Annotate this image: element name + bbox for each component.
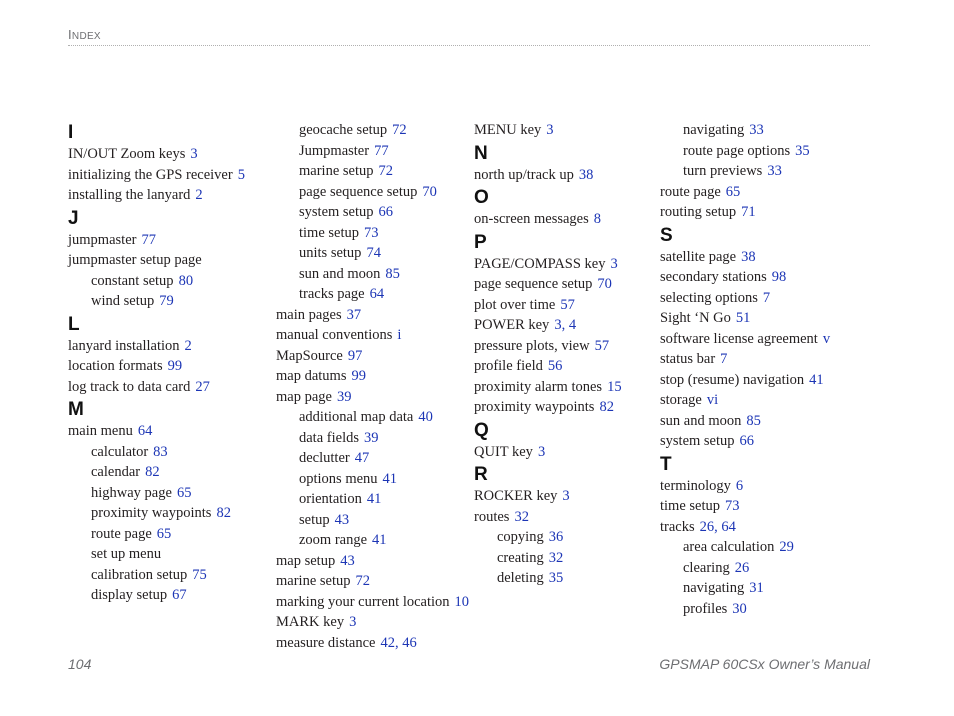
index-entry <box>276 387 476 408</box>
index-subentry <box>474 548 674 569</box>
index-subentry <box>660 161 860 182</box>
index-subentry <box>276 161 476 182</box>
index-subentry <box>68 291 268 312</box>
index-subentry <box>474 568 674 589</box>
entry-term: main pages <box>276 306 342 323</box>
page-reference-link[interactable]: 65 <box>725 183 741 200</box>
index-subentry <box>68 565 268 586</box>
index-subentry <box>276 120 476 141</box>
page-reference-link[interactable]: 75 <box>192 566 207 583</box>
header-divider <box>68 45 870 46</box>
index-letter-heading: S <box>660 224 673 246</box>
page-reference-link[interactable]: 32 <box>514 508 529 525</box>
index-entry <box>68 250 268 271</box>
entry-term: map setup <box>276 552 336 569</box>
page-reference-link[interactable]: 72 <box>378 163 393 179</box>
index-entry <box>660 267 860 288</box>
index-entry <box>276 612 476 633</box>
entry-term: IN/OUT Zoom keys <box>68 146 186 162</box>
index-entry <box>660 349 860 370</box>
entry-term: lanyard installation <box>68 337 180 354</box>
index-letter-heading: O <box>474 187 489 208</box>
entry-term: proximity waypoints <box>474 399 595 415</box>
index-subentry <box>660 120 860 141</box>
entry-term: tracks <box>660 518 695 535</box>
entry-term: marine setup <box>276 573 351 589</box>
page-reference-link[interactable]: 64 <box>137 423 153 439</box>
page-reference-link[interactable]: 72 <box>355 573 370 589</box>
entry-term: PAGE/COMPASS key <box>474 255 606 272</box>
index-column-3 <box>474 120 674 589</box>
entry-term: calendar <box>91 464 141 480</box>
entry-term: MARK key <box>276 614 345 630</box>
entry-term: geocache setup <box>299 122 388 138</box>
index-entry <box>276 325 476 346</box>
index-entry <box>660 431 860 452</box>
index-subentry <box>660 599 860 620</box>
index-subentry <box>660 578 860 599</box>
index-subentry <box>276 141 476 162</box>
page-reference-link[interactable]: 31 <box>749 580 764 596</box>
entry-term: software license agreement <box>660 330 818 347</box>
entry-term: pressure plots, view <box>474 337 590 354</box>
index-subentry <box>660 537 860 558</box>
index-subentry <box>68 544 268 565</box>
index-letter-heading: P <box>474 231 487 253</box>
page-reference-link[interactable]: 99 <box>351 368 366 384</box>
page-reference-link[interactable]: 33 <box>749 122 764 138</box>
page-reference-link[interactable]: 3 <box>562 488 570 504</box>
page-reference-link[interactable]: 79 <box>159 293 174 309</box>
entry-term: options menu <box>299 470 378 487</box>
entry-term: system setup <box>660 433 735 449</box>
page-reference-link[interactable]: 66 <box>739 433 755 449</box>
index-column-4 <box>660 120 860 619</box>
page-reference-link[interactable]: 64 <box>369 286 385 302</box>
entry-term: map page <box>276 388 332 405</box>
index-entry <box>474 165 674 186</box>
index-entry <box>474 295 674 316</box>
entry-term: Sight ‘N Go <box>660 310 731 326</box>
entry-term: storage <box>660 392 702 408</box>
index-subentry <box>660 558 860 579</box>
entry-term: navigating <box>683 580 745 596</box>
index-subentry <box>68 271 268 292</box>
entry-term: area calculation <box>683 539 775 555</box>
index-entry <box>660 411 860 432</box>
entry-term: stop (resume) navigation <box>660 371 805 388</box>
page-reference-link[interactable]: 74 <box>366 245 381 261</box>
entry-term: selecting options <box>660 289 758 306</box>
index-entry <box>68 230 268 251</box>
entry-term: measure distance <box>276 634 376 651</box>
page-reference-link[interactable]: 39 <box>364 429 379 446</box>
page-reference-link[interactable]: 8 <box>593 211 601 227</box>
entry-term: turn previews <box>683 163 763 179</box>
entry-term: route page options <box>683 142 791 159</box>
entry-term: constant setup <box>91 272 174 289</box>
page-reference-link[interactable]: 56 <box>547 358 563 374</box>
page-reference-link[interactable]: 99 <box>167 358 183 374</box>
page-reference-link[interactable]: 15 <box>607 378 622 395</box>
index-letter-heading: N <box>474 142 488 164</box>
entry-term: time setup <box>660 498 721 514</box>
index-subentry <box>276 530 476 551</box>
index-entry <box>660 517 860 538</box>
page-reference-link[interactable]: 36 <box>548 529 564 545</box>
page-reference-link[interactable]: 39 <box>336 388 352 405</box>
index-entry <box>660 496 860 517</box>
page-reference-link[interactable]: 27 <box>195 378 210 395</box>
entry-term: marine setup <box>299 163 374 179</box>
entry-term: declutter <box>299 450 350 466</box>
index-subentry <box>276 489 476 510</box>
entry-term: proximity alarm tones <box>474 378 603 395</box>
page-reference-link[interactable]: 82 <box>216 505 231 521</box>
page-reference-link[interactable]: 85 <box>746 412 761 429</box>
page-reference-link[interactable]: 2 <box>184 337 192 354</box>
index-subentry <box>276 202 476 223</box>
index-entry <box>276 366 476 387</box>
page-reference-link[interactable]: 40 <box>418 409 433 425</box>
index-entry <box>276 571 476 592</box>
page-reference-link[interactable]: 7 <box>720 351 728 367</box>
entry-term: manual conventions <box>276 327 393 343</box>
page-reference-link[interactable]: 30 <box>732 600 747 617</box>
page-reference-link[interactable]: 80 <box>178 272 194 289</box>
entry-term: log track to data card <box>68 378 191 395</box>
entry-term: MapSource <box>276 347 343 364</box>
entry-term: wind setup <box>91 293 155 309</box>
index-entry <box>660 329 860 350</box>
index-entry <box>68 165 268 186</box>
entry-term: north up/track up <box>474 166 574 183</box>
index-letter-heading: Q <box>474 419 489 441</box>
index-subentry <box>276 448 476 469</box>
index-letter-heading: M <box>68 399 84 420</box>
page-reference-link[interactable]: 65 <box>176 484 192 501</box>
entry-term: Jumpmaster <box>299 142 370 159</box>
page-reference-link[interactable]: 26 <box>734 559 750 576</box>
entry-term: data fields <box>299 429 359 446</box>
entry-term: QUIT key <box>474 443 533 460</box>
page-reference-link[interactable]: 41 <box>372 532 387 548</box>
entry-term: display setup <box>91 587 168 603</box>
entry-term: highway page <box>91 484 172 501</box>
index-entry <box>474 336 674 357</box>
entry-term: initializing the GPS receiver <box>68 166 233 183</box>
entry-term: ROCKER key <box>474 488 558 504</box>
index-subentry <box>276 469 476 490</box>
page-reference-link[interactable]: 73 <box>725 498 740 514</box>
index-entry <box>474 254 674 275</box>
page-reference-link[interactable]: 5 <box>237 166 245 183</box>
index-entry <box>474 442 674 463</box>
index-subentry <box>474 527 674 548</box>
index-entry <box>660 202 860 223</box>
page-reference-link[interactable]: 33 <box>767 163 782 179</box>
index-entry <box>474 356 674 377</box>
entry-term: proximity waypoints <box>91 505 212 521</box>
page-reference-link[interactable]: 67 <box>172 587 187 603</box>
page-reference-link[interactable]: 70 <box>597 276 612 292</box>
index-subentry <box>68 524 268 545</box>
index-letter-heading: I <box>68 122 74 143</box>
index-subentry <box>68 442 268 463</box>
page-reference-link[interactable]: 3 <box>349 614 357 630</box>
entry-term: POWER key <box>474 317 550 333</box>
running-header: INDEX <box>68 27 101 42</box>
page-reference-link[interactable]: 32 <box>548 549 564 566</box>
entry-term: status bar <box>660 351 716 367</box>
page-reference-link[interactable]: 65 <box>156 525 172 542</box>
page-reference-link[interactable]: 72 <box>392 122 407 138</box>
entry-term: additional map data <box>299 409 414 425</box>
index-entry <box>474 397 674 418</box>
page-reference-link[interactable]: 43 <box>334 511 350 528</box>
page-reference-link[interactable]: 38 <box>578 166 594 183</box>
page-reference-link[interactable]: 37 <box>346 306 362 323</box>
page-reference-link[interactable]: 98 <box>771 269 787 285</box>
entry-term: sun and moon <box>660 412 742 429</box>
index-letter-heading: L <box>68 313 80 335</box>
index-subentry <box>276 243 476 264</box>
page-reference-link[interactable]: 2 <box>195 187 203 203</box>
entry-term: page sequence setup <box>299 183 418 200</box>
index-entry <box>474 315 674 336</box>
entry-term: creating <box>497 549 544 566</box>
page-reference-link[interactable]: 73 <box>364 224 379 241</box>
index-subentry <box>660 141 860 162</box>
index-letter-heading: R <box>474 464 488 485</box>
index-entry <box>660 370 860 391</box>
page-reference-link[interactable]: 41 <box>366 491 382 507</box>
entry-term: profile field <box>474 358 543 374</box>
index-entry <box>68 185 268 206</box>
entry-term: tracks page <box>299 286 365 302</box>
entry-term: calibration setup <box>91 566 188 583</box>
index-entry <box>68 336 268 357</box>
index-entry <box>68 356 268 377</box>
page-reference-link[interactable]: i <box>397 327 402 343</box>
index-entry <box>474 274 674 295</box>
entry-term: routing setup <box>660 204 737 220</box>
index-subentry <box>276 428 476 449</box>
entry-term: set up menu <box>91 546 162 562</box>
index-entry <box>474 507 674 528</box>
index-entry <box>68 144 268 165</box>
page-reference-link[interactable]: 70 <box>422 183 437 200</box>
entry-term: sun and moon <box>299 265 381 282</box>
page-reference-link[interactable]: 97 <box>347 347 363 364</box>
entry-term: secondary stations <box>660 269 767 285</box>
page-reference-link[interactable]: 66 <box>378 204 394 220</box>
page-reference-link[interactable]: 85 <box>385 265 400 282</box>
page-number: 104 <box>68 656 92 672</box>
entry-term: on-screen messages <box>474 211 589 227</box>
entry-term: jumpmaster setup page <box>68 252 202 268</box>
page-reference-link[interactable]: 3 <box>537 443 546 460</box>
entry-term: clearing <box>683 559 730 576</box>
page-reference-link[interactable]: 51 <box>735 310 751 326</box>
page-reference-link[interactable]: 57 <box>560 296 575 313</box>
entry-term: profiles <box>683 600 728 617</box>
index-entry <box>660 308 860 329</box>
entry-term: jumpmaster <box>68 231 137 248</box>
entry-term: plot over time <box>474 296 556 313</box>
index-entry <box>474 120 674 141</box>
index-column-1 <box>68 120 268 606</box>
page-reference-link[interactable]: vi <box>706 392 719 408</box>
page-reference-link[interactable]: 43 <box>340 552 355 569</box>
page-reference-link[interactable]: 10 <box>454 593 470 610</box>
entry-term: deleting <box>497 570 544 586</box>
index-entry <box>660 182 860 203</box>
page-reference-link[interactable]: 35 <box>795 142 810 159</box>
page-reference-link[interactable]: 3 <box>610 255 618 272</box>
page-reference-link[interactable]: 35 <box>548 570 564 586</box>
page-reference-link[interactable]: 57 <box>594 337 610 354</box>
index-entry <box>474 209 674 230</box>
index-subentry <box>276 182 476 203</box>
entry-term: copying <box>497 529 544 545</box>
index-subentry <box>276 284 476 305</box>
entry-term: MENU key <box>474 122 542 138</box>
index-entry <box>660 288 860 309</box>
page-reference-link[interactable]: 41 <box>382 470 398 487</box>
page-reference-link[interactable]: 42, 46 <box>380 634 417 651</box>
entry-term: navigating <box>683 122 745 138</box>
entry-term: setup <box>299 511 330 528</box>
index-subentry <box>276 407 476 428</box>
index-subentry <box>68 585 268 606</box>
entry-term: map datums <box>276 368 347 384</box>
index-subentry <box>68 462 268 483</box>
entry-term: system setup <box>299 204 374 220</box>
index-letter-heading: T <box>660 453 672 475</box>
page-reference-link[interactable]: 29 <box>779 539 794 555</box>
index-entry <box>276 346 476 367</box>
index-subentry <box>276 223 476 244</box>
index-entry <box>660 476 860 497</box>
page-reference-link[interactable]: 38 <box>741 248 756 265</box>
page-reference-link[interactable]: 26, 64 <box>699 518 736 535</box>
entry-term: route page <box>660 183 721 200</box>
page-reference-link[interactable]: 77 <box>141 231 156 248</box>
page-reference-link[interactable]: 82 <box>599 399 614 415</box>
index-entry <box>276 633 476 654</box>
page-reference-link[interactable]: 41 <box>809 371 824 388</box>
index-entry <box>68 377 268 398</box>
entry-term: page sequence setup <box>474 276 593 292</box>
page-reference-link[interactable]: 47 <box>354 450 370 466</box>
page-reference-link[interactable]: 3 <box>546 122 554 138</box>
entry-term: location formats <box>68 358 163 374</box>
entry-term: satellite page <box>660 248 737 265</box>
index-subentry <box>276 264 476 285</box>
page-reference-link[interactable]: 7 <box>762 289 771 306</box>
page-reference-link[interactable]: 3, 4 <box>554 317 577 333</box>
entry-term: calculator <box>91 443 149 460</box>
index-entry <box>474 486 674 507</box>
page-reference-link[interactable]: 6 <box>735 477 744 494</box>
page-reference-link[interactable]: 71 <box>741 204 756 220</box>
index-entry <box>68 421 268 442</box>
index-subentry <box>276 510 476 531</box>
index-letter-heading: J <box>68 207 79 229</box>
entry-term: units setup <box>299 245 362 261</box>
manual-title: GPSMAP 60CSx Owner’s Manual <box>659 656 870 672</box>
entry-term: zoom range <box>299 532 368 548</box>
entry-term: routes <box>474 508 510 525</box>
index-column-2 <box>276 120 476 653</box>
entry-term: main menu <box>68 423 133 439</box>
index-subentry <box>68 483 268 504</box>
index-entry <box>474 377 674 398</box>
index-entry <box>276 592 476 613</box>
page-reference-link[interactable]: 3 <box>190 146 198 162</box>
page-reference-link[interactable]: 82 <box>145 464 160 480</box>
entry-term: route page <box>91 525 152 542</box>
index-subentry <box>68 503 268 524</box>
entry-term: terminology <box>660 477 731 494</box>
page-reference-link[interactable]: 77 <box>374 142 389 159</box>
entry-term: time setup <box>299 224 360 241</box>
entry-term: marking your current location <box>276 593 450 610</box>
index-entry <box>276 551 476 572</box>
index-entry <box>276 305 476 326</box>
index-entry <box>660 247 860 268</box>
page-reference-link[interactable]: v <box>822 330 831 347</box>
page-reference-link[interactable]: 83 <box>153 443 168 460</box>
entry-term: installing the lanyard <box>68 187 191 203</box>
entry-term: orientation <box>299 491 362 507</box>
index-entry <box>660 390 860 411</box>
